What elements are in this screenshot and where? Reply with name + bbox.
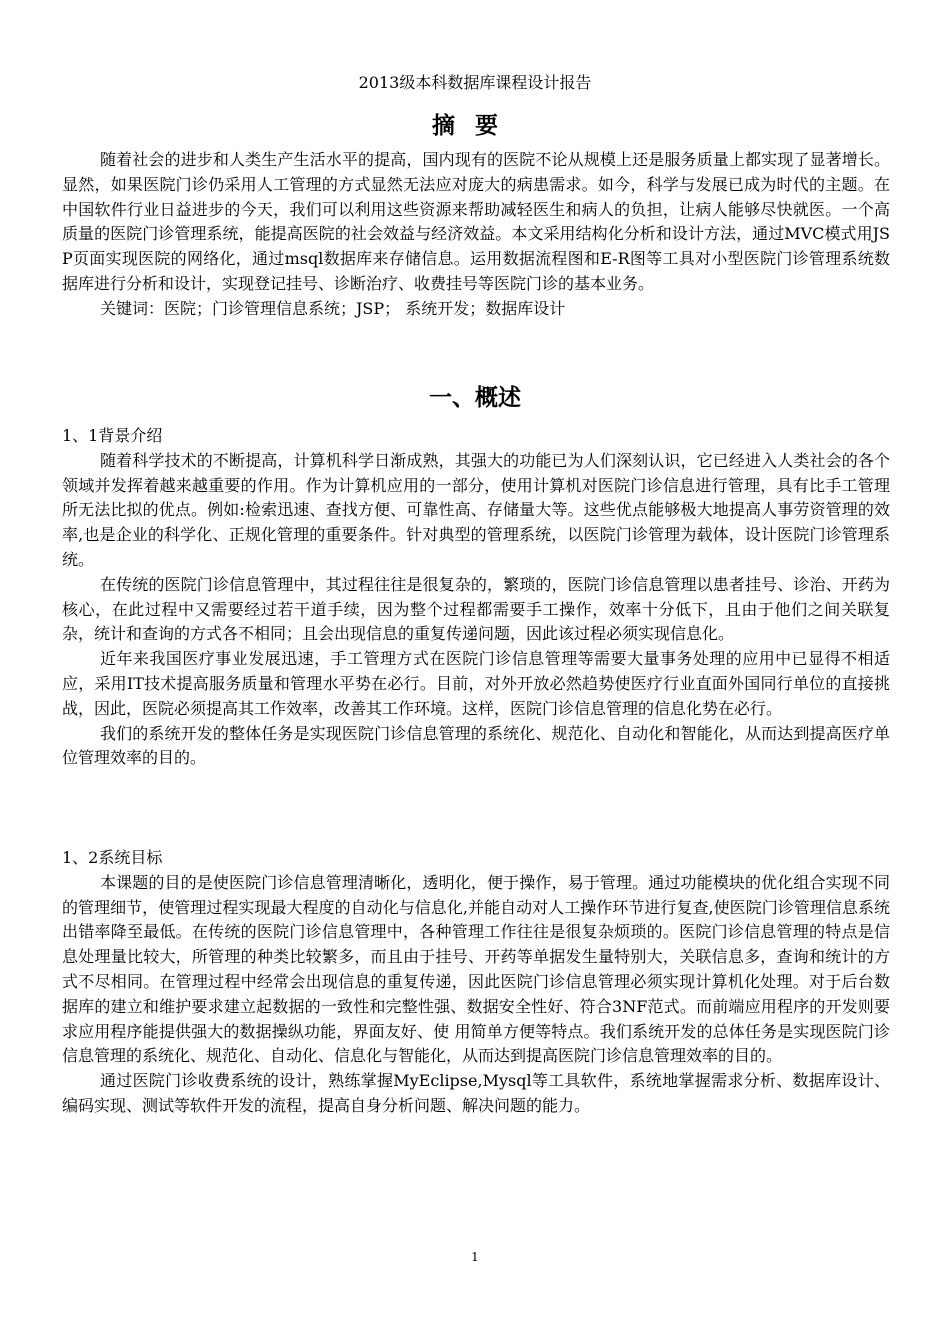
subsection-heading: 1、1背景介绍 <box>62 426 163 445</box>
body-paragraph: 通过医院门诊收费系统的设计，熟练掌握MyEclipse,Mysql等工具软件，系统地掌握需求分析、数据库设计、编码实现、测试等软件开发的流程，提高自身分析问题、解决问题的能力。 <box>62 1071 890 1115</box>
section-1-1 <box>62 424 890 771</box>
body-paragraph: 在传统的医院门诊信息管理中，其过程往往是很复杂的，繁琐的，医院门诊信息管理以患者挂号、诊治、开药为核心，在此过程中又需要经过若干道手续，因为整个过程都需要手工操作，效率十分低下，且由于他们之间关联复杂，统计和查询的方式各不相同；且会出现信息的重复传递问题，因此该过程必须实现信息化。 <box>62 574 890 644</box>
section-1-2 <box>62 846 890 1119</box>
body-paragraph: 我们的系统开发的整体任务是实现医院门诊信息管理的系统化、规范化、自动化和智能化，从而达到提高医疗单位管理效率的目的。 <box>62 723 890 768</box>
page-number: 1 <box>471 1250 479 1264</box>
subsection-heading: 1、2系统目标 <box>62 848 163 867</box>
abstract-title: 摘要 <box>432 112 518 139</box>
body-paragraph: 近年来我国医疗事业发展迅速，手工管理方式在医院门诊信息管理等需要大量事务处理的应用中已显得不相适应，采用IT技术提高服务质量和管理水平势在必行。目前，对外开放必然趋势使医疗行业直面外国同行单位的直接挑战，因此，医院必须提高其工作效率，改善其工作环境。这样，医院门诊信息管理的信息化势在必行。 <box>62 649 890 718</box>
section-title: 一、概述 <box>429 384 521 411</box>
report-header: 2013级本科数据库课程设计报告 <box>358 73 592 92</box>
abstract-body <box>62 148 890 322</box>
abstract-paragraph: 随着社会的进步和人类生产生活水平的提高，国内现有的医院不论从规模上还是服务质量上都实现了显著增长。显然，如果医院门诊仍采用人工管理的方式显然无法应对庞大的病患需求。如今，科学与发展已成为时代的主题。在中国软件行业日益进步的今天，我们可以利用这些资源来帮助减轻医生和病人的负担，让病人能够尽快就医。一个高质量的医院门诊管理系统，能提高医院的社会效益与经济效益。本文采用结构化分析和设计方法，通过MVC模式用JSP页面实现医院的网络化，通过msql数据库来存储信息。运用数据流程图和E-R图等工具对小型医院门诊管理系统数据库进行分析和设计，实现登记挂号、诊断治疗、收费挂号等医院门诊的基本业务。 <box>62 150 890 293</box>
keywords: 关键词：医院；门诊管理信息系统；JSP； 系统开发；数据库设计 <box>100 298 566 318</box>
body-paragraph: 随着科学技术的不断提高，计算机科学日渐成熟，其强大的功能已为人们深刻认识，它已经进入人类社会的各个领域并发挥着越来越重要的作用。作为计算机应用的一部分，使用计算机对医院门诊信息进行管理，具有比手工管理所无法比拟的优点。例如:检索迅速、查找方便、可靠性高、存储量大等。这些优点能够极大地提高人事劳资管理的效率,也是企业的科学化、正规化管理的重要条件。针对典型的管理系统，以医院门诊管理为载体，设计医院门诊管理系统。 <box>62 450 890 569</box>
body-paragraph: 本课题的目的是使医院门诊信息管理清晰化，透明化，便于操作，易于管理。通过功能模块的优化组合实现不同的管理细节，使管理过程实现最大程度的自动化与信息化,并能自动对人工操作环节进行复查,使医院门诊管理信息系统出错率降至最低。在传统的医院门诊信息管理中，各种管理工作往往是很复杂烦琐的。医院门诊信息管理的特点是信息处理量比较大，所管理的种类比较繁多，而且由于挂号、开药等单据发生量特别大，关联信息多，查询和统计的方式不尽相同。在管理过程中经常会出现信息的重复传递，因此医院门诊信息管理必须实现计算机化处理。对于后台数据库的建立和维护要求建立起数据的一致性和完整性强、数据安全性好、符合3NF范式。而前端应用程序的开发则要求应用程序能提供强大的数据操纵功能，界面友好、使 用简单方便等特点。我们系统开发的总体任务是实现医院门诊信息管理的系统化、规范化、自动化、信息化与智能化，从而达到提高医院门诊信息管理效率的目的。 <box>62 872 890 1066</box>
